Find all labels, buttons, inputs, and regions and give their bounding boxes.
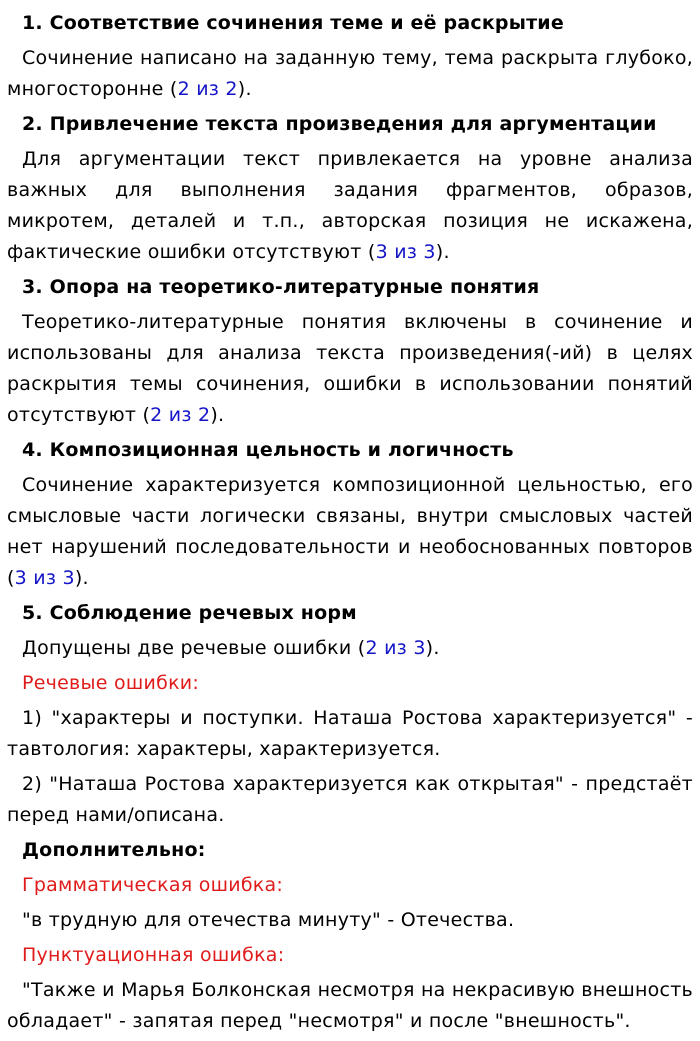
- criterion-2-close: ).: [435, 241, 450, 263]
- criterion-5-score: 2 из 3: [365, 637, 426, 659]
- criterion-2-heading: 2. Привлечение текста произведения для аргументации: [22, 113, 657, 135]
- punctuation-error-text: "Также и Марья Болконская несмотря на некрасивую внешность обладает" - запятая перед "несмотря" и после "внешность".: [7, 979, 693, 1032]
- criterion-4-heading: 4. Композиционная цельность и логичность: [22, 439, 514, 461]
- criterion-4-close: ).: [74, 567, 89, 589]
- criterion-5-heading: 5. Соблюдение речевых норм: [22, 602, 357, 624]
- punctuation-error-label: Пунктуационная ошибка:: [22, 944, 285, 966]
- criterion-5-close: ).: [425, 637, 440, 659]
- criterion-3-heading: 3. Опора на теоретико-литературные понятия: [22, 276, 540, 298]
- criterion-1-text: [7, 43, 693, 105]
- criterion-1-close: ).: [237, 78, 252, 100]
- criterion-5-body: Допущены две речевые ошибки (: [22, 637, 366, 659]
- criterion-2-body: Для аргументации текст привлекается на уровне анализа важных для выполнения задания фрагментов, образов, микротем, деталей и т.п., авторская позиция не искажена, фактические ошибки отсутствуют (: [7, 148, 693, 263]
- criterion-2-score: 3 из 3: [375, 241, 436, 263]
- speech-errors-label: Речевые ошибки:: [22, 672, 200, 694]
- speech-error-item-1: 1) "характеры и поступки. Наташа Ростова характеризуется" - тавтология: характеры, характеризуется.: [7, 707, 693, 760]
- review-document: [7, 8, 693, 1041]
- criterion-4-body: Сочинение характеризуется композиционной цельностью, его смысловые части логически связаны, внутри смысловых частей нет нарушений последовательности и необоснованных повторов (: [7, 474, 693, 589]
- criterion-3-body: Теоретико-литературные понятия включены в сочинение и использованы для анализа текста произведения(-ий) в целях раскрытия темы сочинения, ошибки в использовании понятий отсутствуют (: [7, 311, 693, 426]
- criterion-2-text: [7, 144, 693, 268]
- criterion-5-text: [7, 633, 693, 664]
- additional-heading: Дополнительно:: [22, 839, 206, 861]
- criterion-4-score: 3 из 3: [14, 567, 75, 589]
- grammar-error-text: "в трудную для отечества минуту" - Отечества.: [22, 909, 515, 931]
- criterion-3-score: 2 из 2: [150, 404, 211, 426]
- criterion-3-close: ).: [210, 404, 225, 426]
- criterion-3-text: [7, 307, 693, 431]
- criterion-4-text: [7, 470, 693, 594]
- criterion-1-score: 2 из 2: [177, 78, 238, 100]
- criterion-1-heading: 1. Соответствие сочинения теме и её раскрытие: [22, 12, 564, 34]
- grammar-error-label: Грамматическая ошибка:: [22, 874, 284, 896]
- speech-error-item-2: 2) "Наташа Ростова характеризуется как открытая" - предстаёт перед нами/описана.: [7, 773, 693, 826]
- criterion-1-body: Сочинение написано на заданную тему, тема раскрыта глубоко, многосторонне (: [7, 47, 693, 100]
